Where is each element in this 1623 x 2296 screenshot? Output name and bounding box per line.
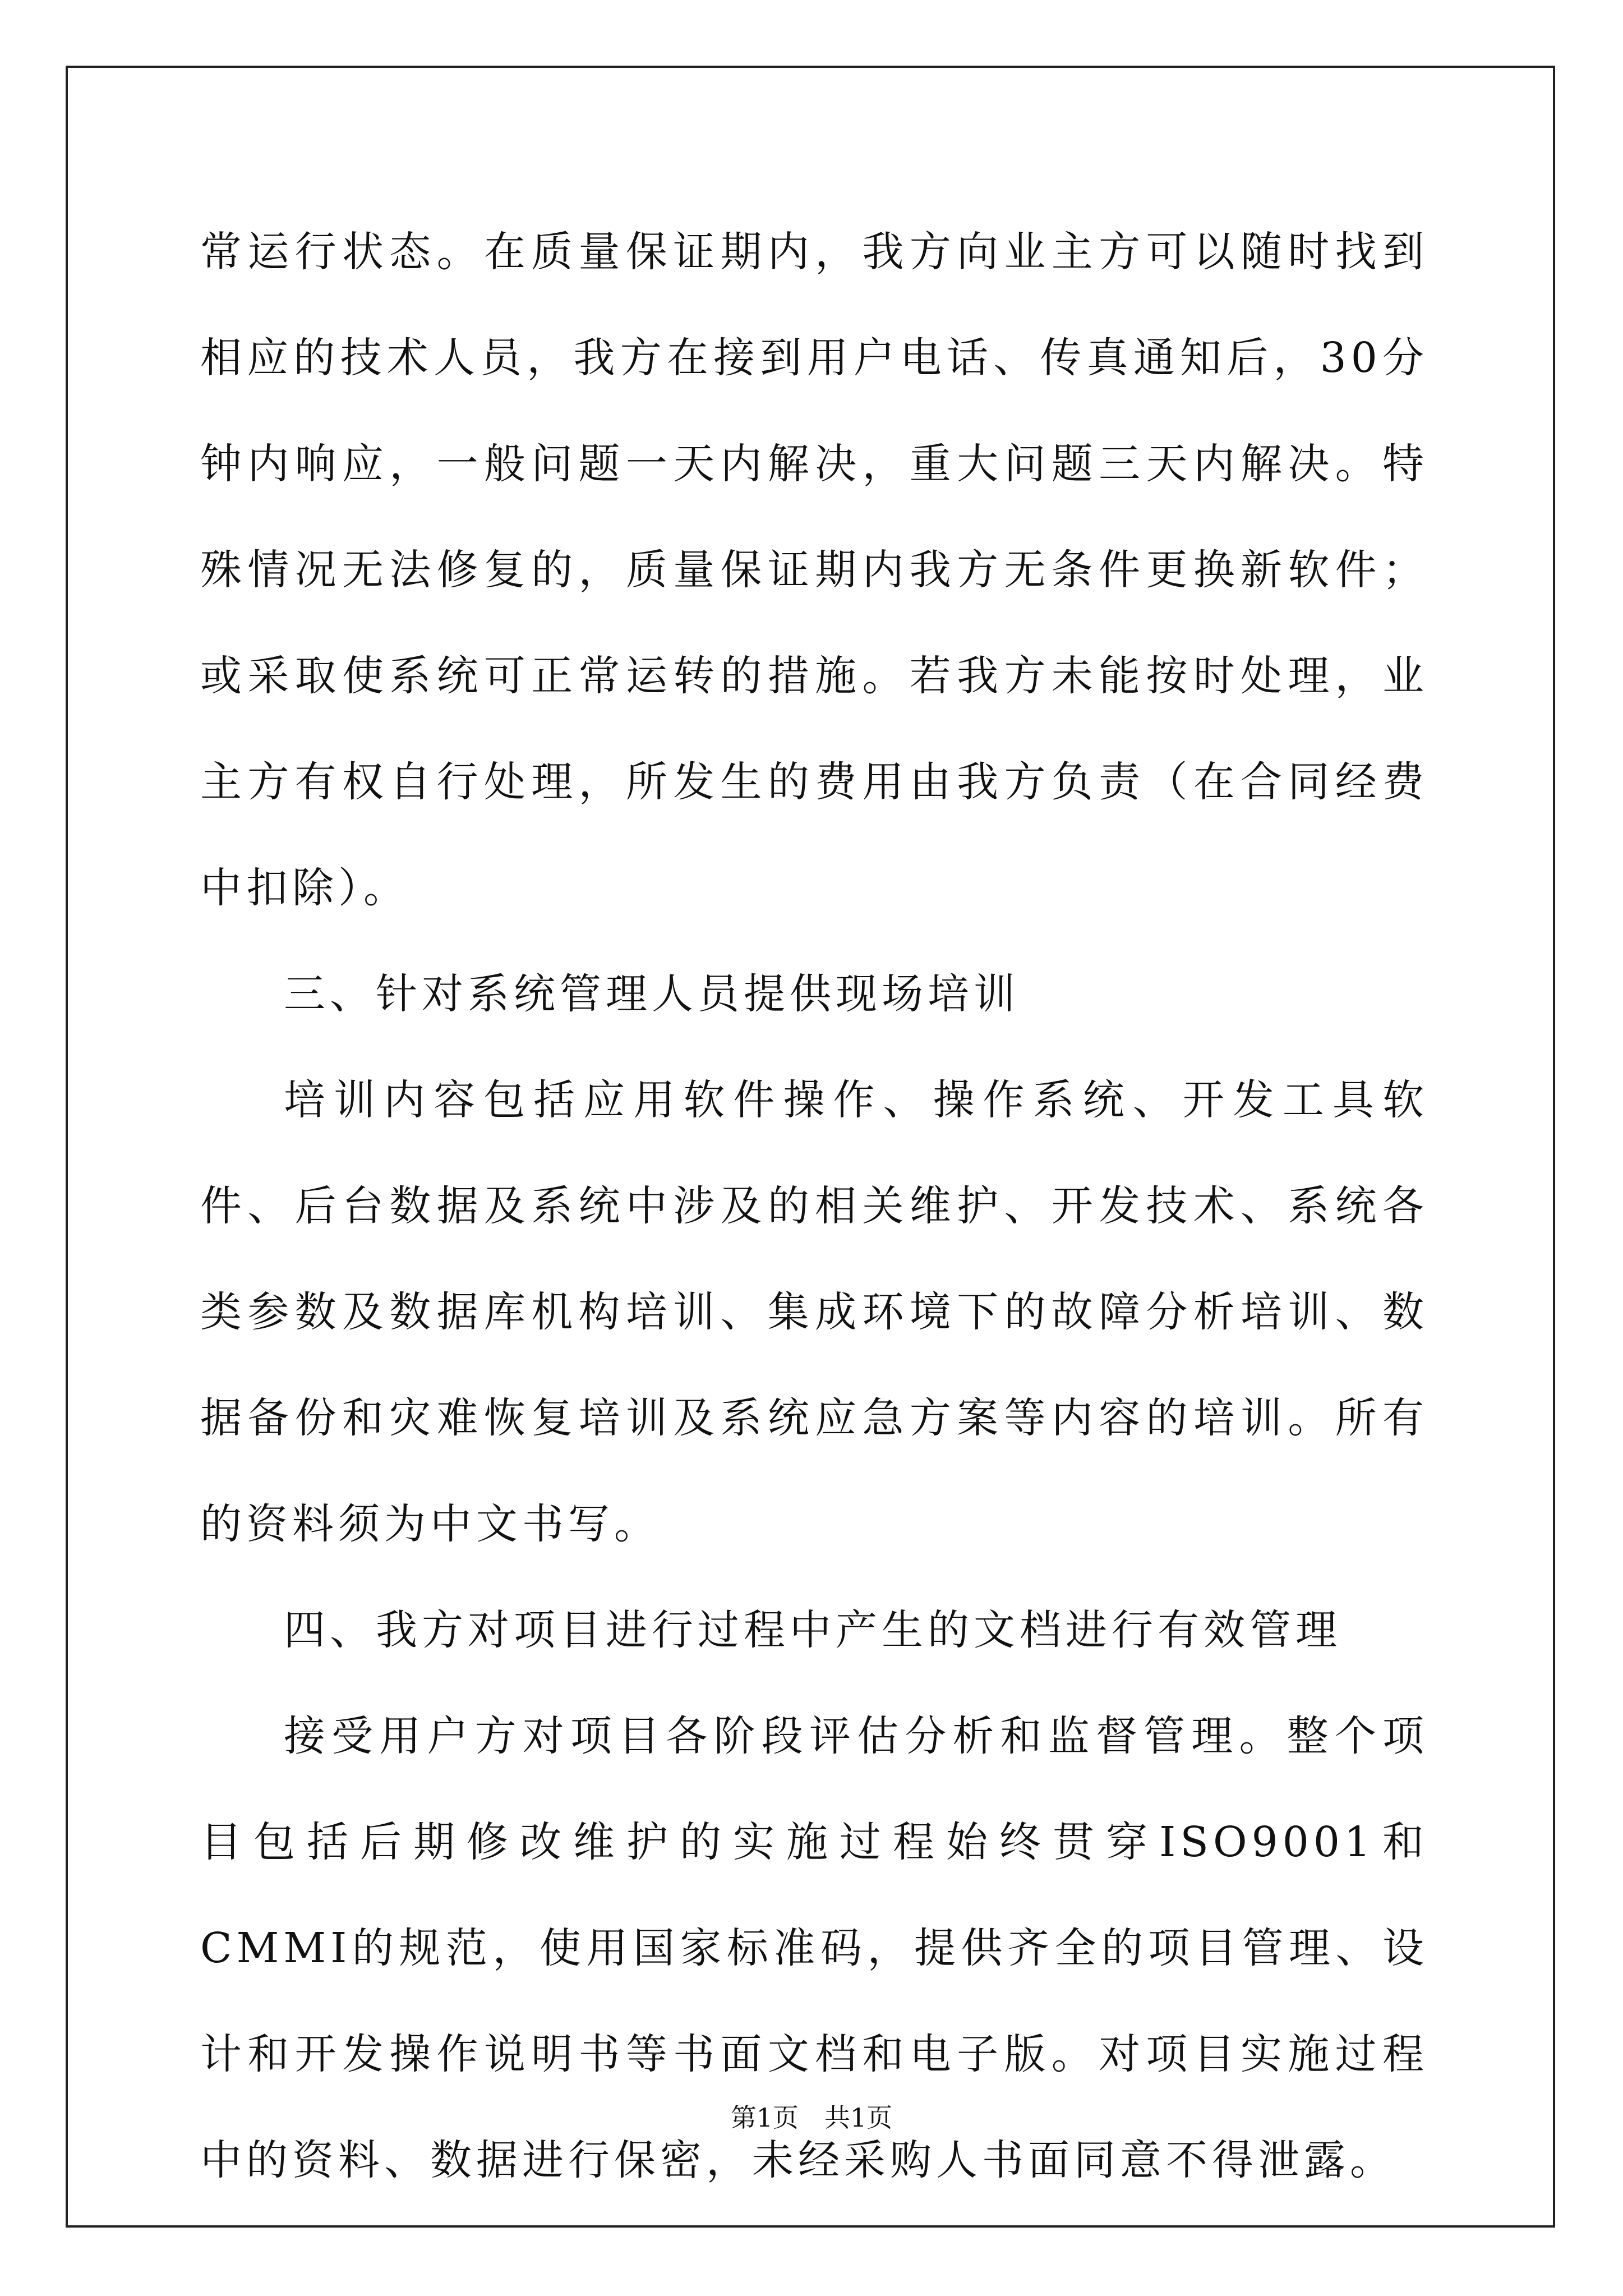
paragraph-continuation: 常运行状态。在质量保证期内，我方向业主方可以随时找到相应的技术人员，我方在接到用户电话、传真通知后，30分钟内响应，一般问题一天内解决，重大问题三天内解决。特殊情况无法修复的，质量保证期内我方无条件更换新软件；或采取使系统可正常运转的措施。若我方未能按时处理，业主方有权自行处理，所发生的费用由我方负责（在合同经费中扣除）。 <box>200 228 1428 912</box>
section-heading-4: 四、我方对项目进行过程中产生的文档进行有效管理 <box>284 1606 1341 1654</box>
paragraph-documents: 接受用户方对项目各阶段评估分析和监督管理。整个项目包括后期修改维护的实施过程始终贯穿ISO9001和CMMI的规范，使用国家标准码，提供齐全的项目管理、设计和开发操作说明书等书面文档和电子版。对项目实施过程中的资料、数据进行保密，未经采购人书面同意不得泄露。 <box>200 1712 1428 2184</box>
paragraph-training: 培训内容包括应用软件操作、操作系统、开发工具软件、后台数据及系统中涉及的相关维护、开发技术、系统各类参数及数据库机构培训、集成环境下的故障分析培训、数据备份和灾难恢复培训及系统应急方案等内容的培训。所有的资料须为中文书写。 <box>200 1076 1428 1548</box>
section-heading-3: 三、针对系统管理人员提供现场培训 <box>284 970 1020 1018</box>
document-body <box>200 199 1428 2214</box>
page-footer: 第1页 共1页 <box>730 2102 893 2133</box>
